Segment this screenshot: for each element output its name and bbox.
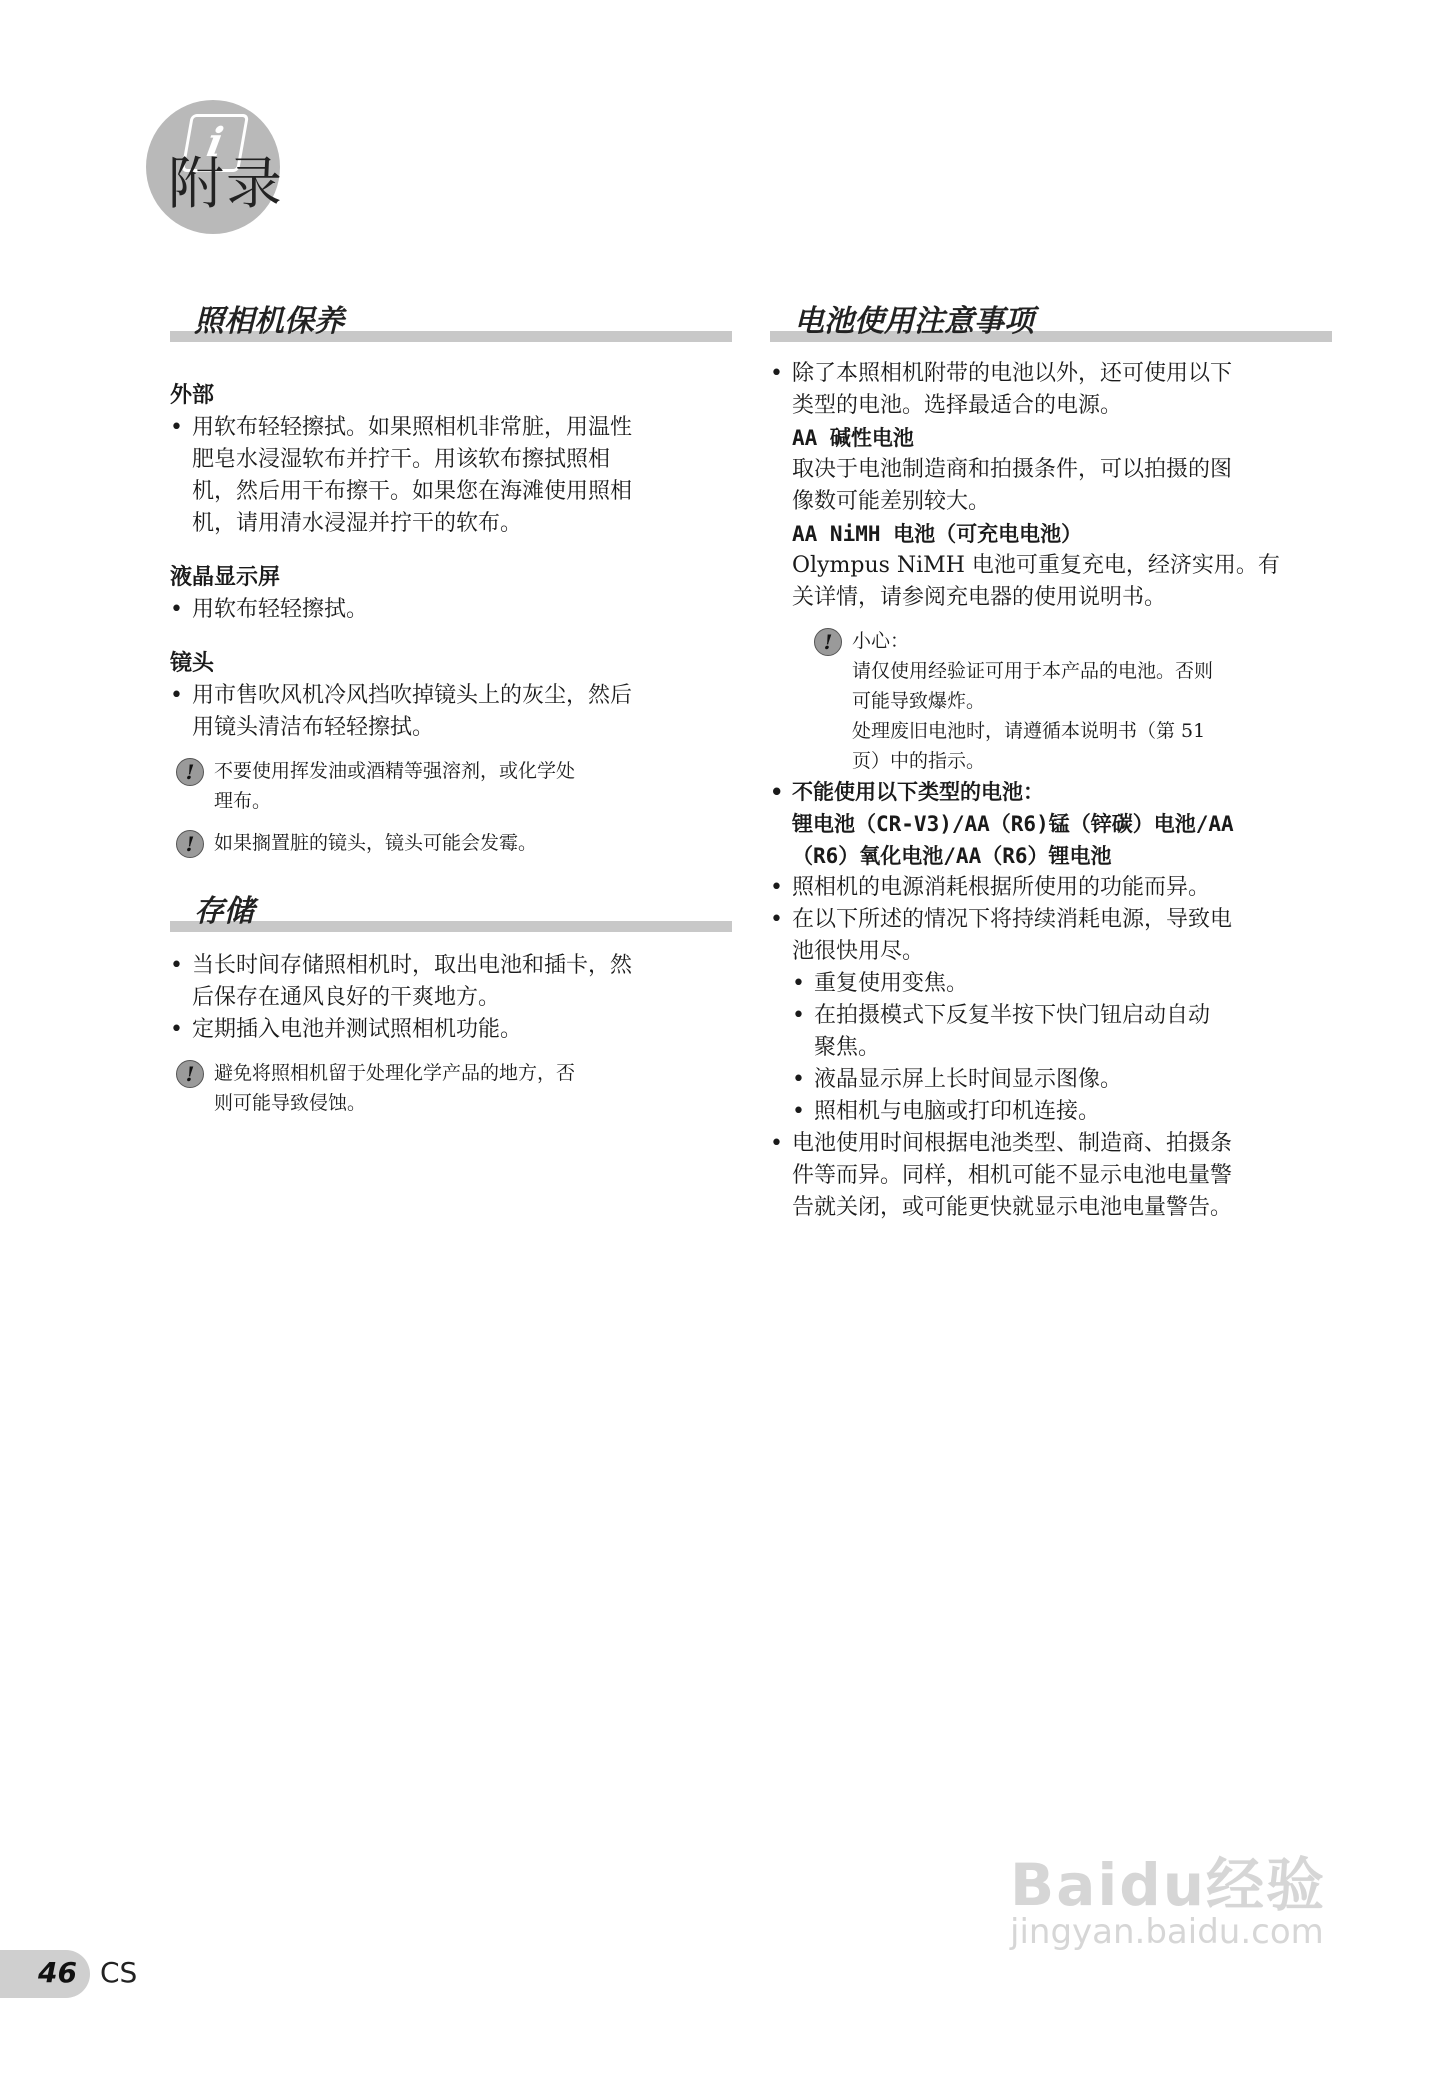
page-number: 46 [38,1956,77,1989]
info-book-icon: i [181,114,249,172]
warning-note: ! 避免将照相机留于处理化学产品的地方，否 则可能导致侵蚀。 [170,1058,735,1118]
list-item: • 当长时间存储照相机时，取出电池和插卡，然 后保存在通风良好的干爽地方。 [170,950,735,1014]
warning-icon: ! [814,628,842,656]
list-item: • 照相机的电源消耗根据所使用的功能而异。 [770,872,1340,904]
list-item: • 用软布轻轻擦拭。 [170,594,735,626]
list-item: • 定期插入电池并测试照相机功能。 [170,1014,735,1046]
language-code: CS [100,1956,138,1989]
list-item-unusable: • 不能使用以下类型的电池： 锂电池（CR-V3)/AA（R6)锰（锌碳）电池/AA （R6）氧化电池/AA（R6）锂电池 [770,776,1340,872]
caution-note: ! 小心： 请仅使用经验证可用于本产品的电池。否则 可能导致爆炸。 处理废旧电池时，请遵循本说明书（第 51 页）中的指示。 [808,626,1340,776]
warning-icon: ! [176,1060,204,1088]
watermark-logo: Baidu经验 [1010,1851,1327,1919]
care-column [170,380,735,858]
subhead-lcd: 液晶显示屏 [170,565,281,590]
subhead-aa-nimh: AA NiMH 电池（可充电电池） [792,522,1083,546]
battery-column [770,358,1340,1224]
list-item: • 重复使用变焦。 [792,968,1340,1000]
page-title: 附录 [168,152,284,217]
subhead-exterior: 外部 [170,383,215,408]
warning-note: ! 不要使用挥发油或酒精等强溶剂，或化学处 理布。 [170,756,735,816]
subhead-aa-alkaline: AA 碱性电池 [792,426,914,450]
warning-note: ! 如果搁置脏的镜头，镜头可能会发霉。 [170,828,735,858]
list-item: • 用市售吹风机冷风挡吹掉镜头上的灰尘，然后 用镜头清洁布轻轻擦拭。 [170,680,735,744]
list-item: • 用软布轻轻擦拭。如果照相机非常脏，用温性 肥皂水浸湿软布并拧干。用该软布擦拭照相 机，然后用干布擦干。如果您在海滩使用照相 机，请用清水浸湿并拧干的软布。 [170,412,735,540]
section-heading-storage: 存储 [170,886,732,932]
list-item: • 电池使用时间根据电池类型、制造商、拍摄条 件等而异。同样，相机可能不显示电池电量警 告就关闭，或可能更快就显示电池电量警告。 [770,1128,1340,1224]
list-item: • 在拍摄模式下反复半按下快门钮启动自动 聚焦。 [792,1000,1340,1064]
warning-icon: ! [176,830,204,858]
storage-column [170,950,735,1118]
list-item: • 除了本照相机附带的电池以外，还可使用以下 类型的电池。选择最适合的电源。 [770,358,1340,422]
section-heading-care: 照相机保养 [170,296,732,342]
list-item: • 照相机与电脑或打印机连接。 [792,1096,1340,1128]
section-heading-battery: 电池使用注意事项 [770,296,1332,342]
subhead-lens: 镜头 [170,651,215,676]
list-item: • 液晶显示屏上长时间显示图像。 [792,1064,1340,1096]
list-item: • 在以下所述的情况下将持续消耗电源，导致电 池很快用尽。 [770,904,1340,968]
watermark-url: jingyan.baidu.com [1010,1912,1324,1952]
nimh-description: Olympus NiMH 电池可重复充电，经济实用。有 关详情，请参阅充电器的使用说明书。 [792,553,1280,610]
aa-description: 取决于电池制造商和拍摄条件，可以拍摄的图 像数可能差别较大。 [792,457,1233,514]
warning-icon: ! [176,758,204,786]
